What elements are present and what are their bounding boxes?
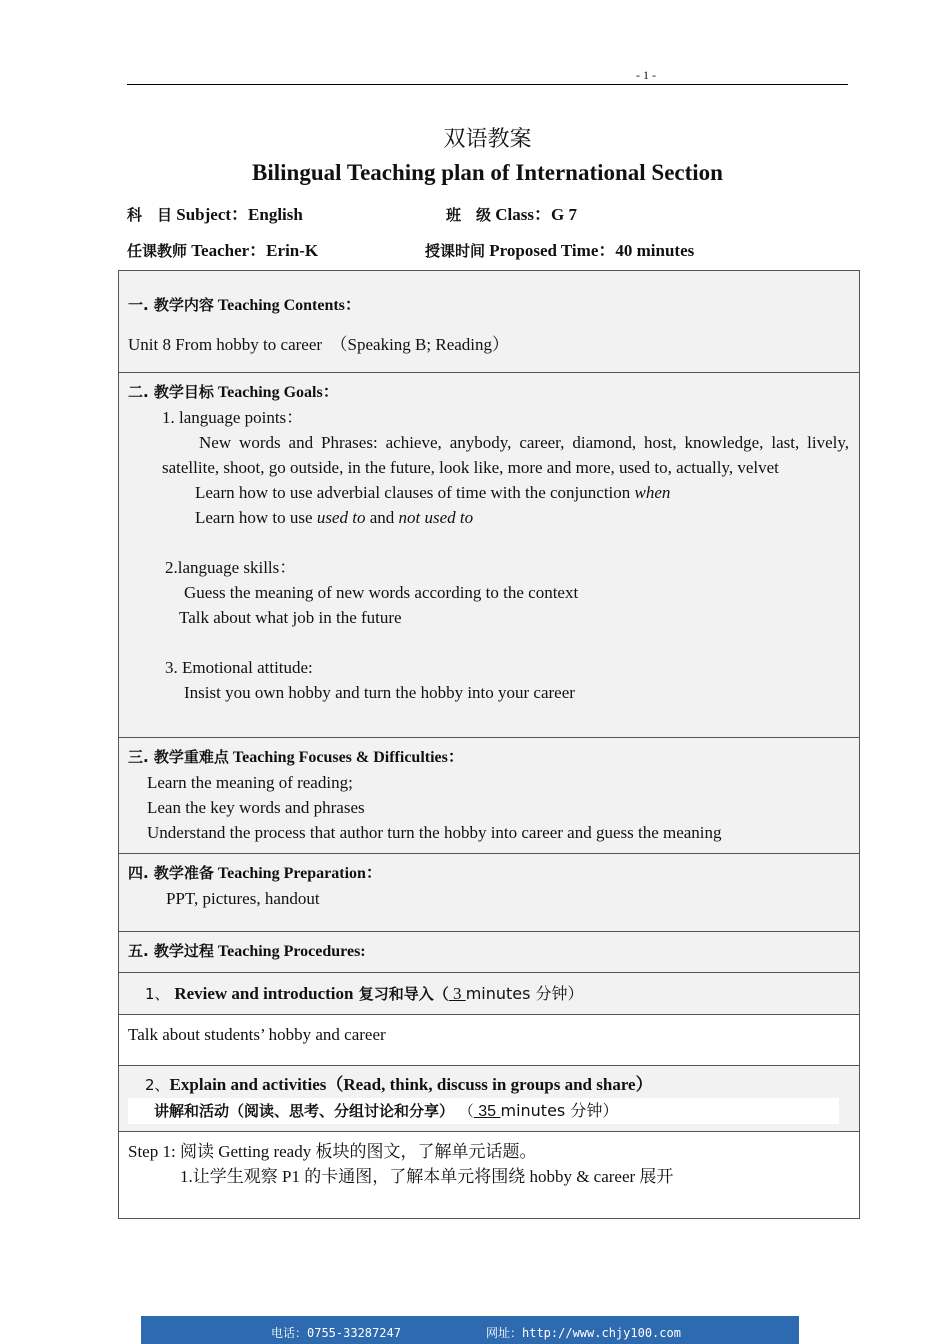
focus-item: Lean the key words and phrases	[147, 798, 365, 817]
contents-text: Unit 8 From hobby to career （Speaking B; Reading）	[128, 335, 510, 354]
step1-content: Talk about students’ hobby and career	[128, 1025, 386, 1044]
contents-heading: 一. 教学内容 Teaching Contents：	[128, 296, 361, 314]
goals-cell	[119, 373, 860, 738]
title-chinese: 双语教案	[443, 127, 532, 152]
plan-table	[118, 270, 860, 1219]
goal-point-1: 1. language points：	[162, 408, 304, 427]
subject-info: 科 目 Subject：English	[127, 205, 303, 224]
goal-skill-1: Guess the meaning of new words according to the context	[184, 583, 579, 602]
preparation-text: PPT, pictures, handout	[166, 889, 320, 908]
footer-website: 网址：http://www.chjy100.com	[486, 1326, 681, 1340]
class-info: 班 级 Class：G 7	[446, 205, 577, 224]
step2-header-cell	[119, 1066, 860, 1132]
preparation-cell	[119, 854, 860, 932]
goal-skill-2: Talk about what job in the future	[179, 608, 402, 627]
goal-words: New words and Phrases: achieve, anybody, career, diamond, host, knowledge, last, lively, satellite, shoot, go outside, in the future, look like, more and more, used to, actually, velvet	[162, 433, 849, 477]
goal-attitude: Insist you own hobby and turn the hobby into your career	[184, 683, 575, 702]
focus-item: Understand the process that author turn the hobby into career and guess the meaning	[147, 823, 722, 842]
step2-line-1: Step 1: 阅读 Getting ready 板块的图文，了解单元话题。	[128, 1142, 537, 1161]
goals-heading: 二. 教学目标 Teaching Goals：	[128, 383, 339, 401]
procedures-cell	[119, 932, 860, 973]
focus-item: Learn the meaning of reading;	[147, 773, 353, 792]
step1-header-cell	[119, 973, 860, 1015]
step2-content-cell	[119, 1132, 860, 1219]
step1-content-cell	[119, 1015, 860, 1066]
procedures-heading: 五. 教学过程 Teaching Procedures:	[128, 942, 366, 960]
page-number: - 1 -	[636, 68, 656, 82]
step2-line-2: 1.让学生观察 P1 的卡通图，了解本单元将围绕 hobby & career 展开	[180, 1167, 674, 1186]
step2-title: 2、Explain and activities（Read, think, discuss in groups and share）	[145, 1075, 653, 1094]
focuses-cell	[119, 738, 860, 854]
goal-point-2: 2.language skills：	[165, 558, 297, 577]
focuses-heading: 三. 教学重难点 Teaching Focuses & Difficulties：	[128, 748, 464, 766]
title-english: Bilingual Teaching plan of International Section	[252, 160, 723, 185]
contents-cell	[119, 271, 860, 373]
step1-header: 1、 Review and introduction 复习和导入（ 3 minutes 分钟）	[145, 984, 584, 1003]
footer-phone: 电话：0755-33287247	[271, 1326, 401, 1340]
goal-learn-2: Learn how to use used to and not used to	[195, 508, 474, 527]
footer-bar	[141, 1316, 799, 1344]
teacher-info: 任课教师 Teacher：Erin-K	[127, 241, 319, 260]
time-info: 授课时间 Proposed Time：40 minutes	[425, 241, 695, 260]
header-rule	[127, 84, 848, 85]
preparation-heading: 四. 教学准备 Teaching Preparation：	[128, 864, 382, 882]
step2-subtitle: 讲解和活动（阅读、思考、分组讨论和分享） （ 35 minutes 分钟）	[128, 1098, 839, 1124]
goal-point-3: 3. Emotional attitude:	[165, 658, 313, 677]
goal-learn-1: Learn how to use adverbial clauses of time with the conjunction when	[195, 483, 671, 502]
